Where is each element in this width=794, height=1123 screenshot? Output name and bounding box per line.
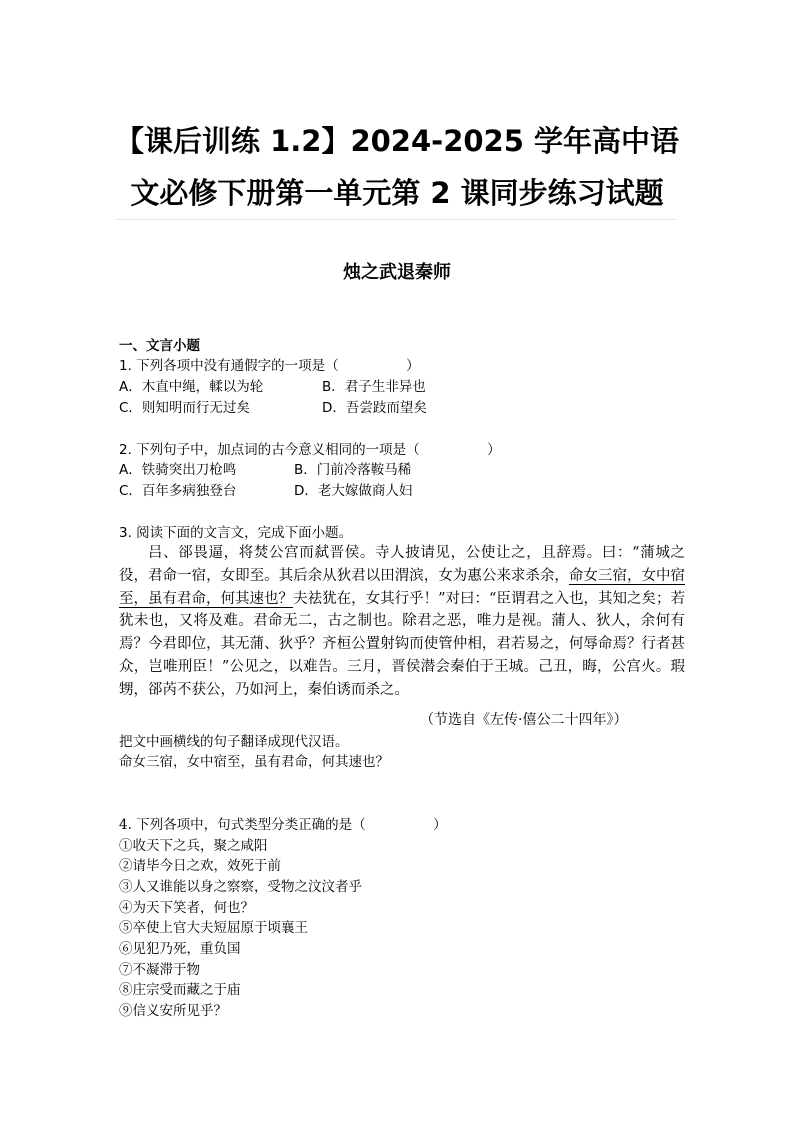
question-1-option-b: B．君子生非异也 [322,379,426,395]
question-4-item: ⑧庄宗受而藏之于庙 [119,982,241,998]
question-1-option-d: D．吾尝跂而望矣 [322,400,427,416]
question-4-item: ④为天下笑者，何也？ [119,900,254,916]
passage-source: （节选自《左传·僖公二十四年》） [420,712,628,728]
section-heading: 一、文言小题 [119,338,200,354]
question-2-option-d: D．老大嫁做商人妇 [294,483,413,499]
passage-underlined-sentence: 命女三宿，女中宿至，虽有君命，何其速也？ [119,567,685,607]
question-4-stem: 4. 下列各项中，句式类型分类正确的是（ ） [119,817,447,833]
question-1-option-a: A．木直中绳，輮以为轮 [119,379,264,395]
question-4-item: ⑤卒使上官大夫短屈原于顷襄王 [119,920,308,936]
question-2-option-b: B．门前冷落鞍马稀 [294,462,412,478]
document-title-line-1: 【课后训练 1.2】2024-2025 学年高中语 [114,124,680,158]
title-divider [116,219,676,220]
question-2-stem: 2. 下列句子中，加点词的古今意义相同的一项是（ ） [119,442,501,458]
classical-passage [119,542,685,702]
question-3-stem: 3. 阅读下面的文言文，完成下面小题。 [119,525,353,541]
translation-sentence: 命女三宿，女中宿至，虽有君命，何其速也？ [119,754,389,770]
passage-text-start: 吕、郤畏逼，将焚公宫而弑晋侯。寺人披请见，公使让之，且辞焉。曰：“蒲城之役，君命一宿，女即至。其后余从狄君以田渭滨，女为惠公来求杀余， [119,545,685,584]
question-1-stem: 1. 下列各项中没有通假字的一项是（ ） [119,358,420,374]
question-4-item: ⑥见犯乃死，重负国 [119,941,241,957]
question-4-item: ③人又谁能以身之察察，受物之汶汶者乎 [119,879,362,895]
lesson-title: 烛之武退秦师 [343,262,451,283]
question-4-item: ⑦不凝滞于物 [119,962,200,978]
question-4-item: ⑨信义安所见乎？ [119,1003,227,1019]
question-1-option-c: C．则知明而行无过矣 [119,400,250,416]
question-4-item: ①收天下之兵，聚之咸阳 [119,838,268,854]
translation-instruction: 把文中画横线的句子翻译成现代汉语。 [119,734,349,750]
document-title-line-2: 文必修下册第一单元第 2 课同步练习试题 [130,176,664,210]
passage-text-end: 夫祛犹在，女其行乎！”对曰：“臣谓君之入也，其知之矣；若犹未也，又将及难。君命无二，古之制也。除君之恶，唯力是视。蒲人、狄人，余何有焉？今君即位，其无蒲、狄乎？齐桓公置射钩而使管仲相，君若易之，何辱命焉？行者甚众，岂唯刑臣！”公见之，以难告。三月，晋侯潜会秦伯于王城。己丑，晦，公宫火。瑕甥，郤芮不获公，乃如河上，秦伯诱而杀之。 [119,590,686,698]
question-2-option-c: C．百年多病独登台 [119,483,237,499]
question-2-option-a: A．铁骑突出刀枪鸣 [119,462,237,478]
question-4-item: ②请毕今日之欢，效死于前 [119,858,281,874]
